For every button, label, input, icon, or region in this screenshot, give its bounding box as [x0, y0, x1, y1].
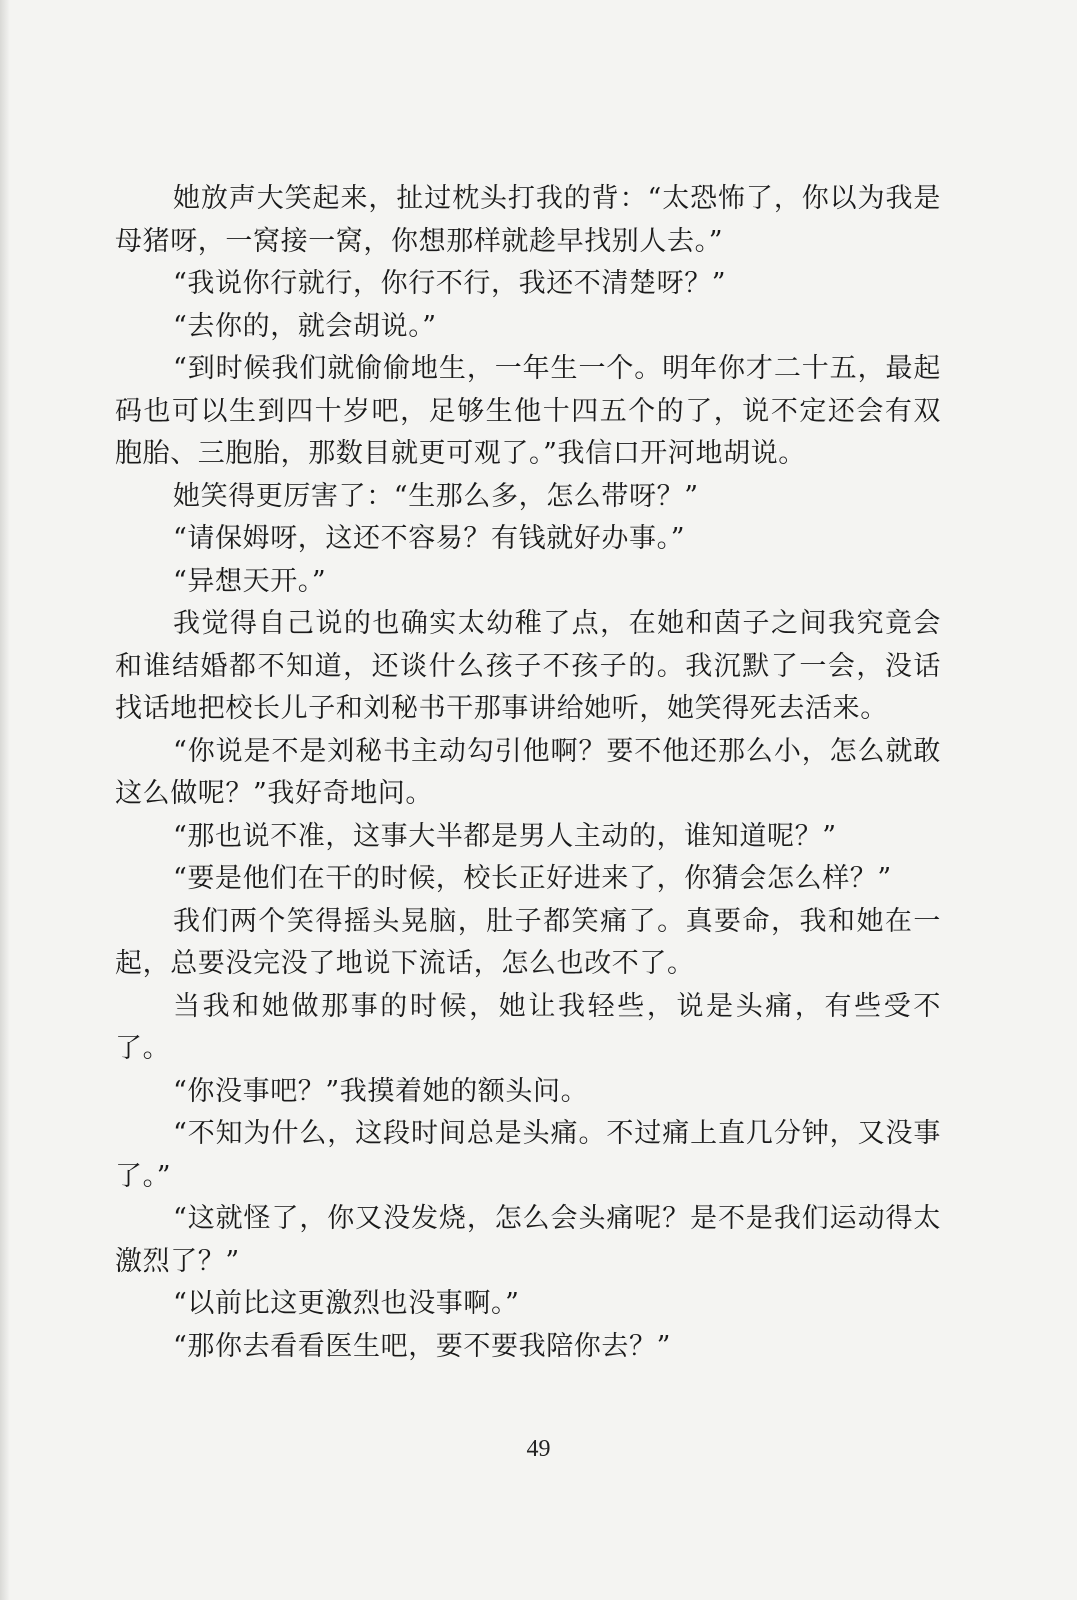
page-body-text: [115, 178, 941, 1368]
paragraph: “那你去看看医生吧，要不要我陪你去？”: [173, 1330, 672, 1362]
paragraph: 她放声大笑起来，扯过枕头打我的背：“太恐怖了，你以为我是母猪呀，一窝接一窝，你想那样就趁早找别人去。”: [115, 183, 941, 257]
paragraph: “要是他们在干的时候，校长正好进来了，你猜会怎么样？”: [173, 863, 892, 894]
paragraph: “去你的，就会胡说。”: [173, 310, 437, 342]
paragraph: “这就怪了，你又没发烧，怎么会头痛呢？是不是我们运动得太激烈了？”: [115, 1203, 941, 1277]
paragraph: “异想天开。”: [173, 565, 327, 597]
scan-shadow-edge: [0, 0, 10, 1600]
paragraph: “到时候我们就偷偷地生，一年生一个。明年你才二十五，最起码也可以生到四十岁吧，足够生他十四五个的了，说不定还会有双胞胎、三胞胎，那数目就更可观了。”我信口开河地胡说。: [115, 353, 941, 469]
paragraph: 我们两个笑得摇头晃脑，肚子都笑痛了。真要命，我和她在一起，总要没完没了地说下流话，怎么也改不了。: [115, 905, 941, 979]
paragraph: 当我和她做那事的时候，她让我轻些，说是头痛，有些受不了。: [115, 990, 941, 1064]
paragraph: “以前比这更激烈也没事啊。”: [173, 1288, 520, 1319]
paragraph: “请保姆呀，这还不容易？有钱就好办事。”: [173, 523, 686, 554]
paragraph: “我说你行就行，你行不行，我还不清楚呀？”: [173, 268, 727, 299]
paragraph: “你没事吧？”我摸着她的额头问。: [173, 1075, 589, 1107]
paragraph: “你说是不是刘秘书主动勾引他啊？要不他还那么小，怎么就敢这么做呢？”我好奇地问。: [115, 735, 941, 809]
paragraph: 她笑得更厉害了：“生那么多，怎么带呀？”: [173, 480, 699, 512]
paragraph: “不知为什么，这段时间总是头痛。不过痛上直几分钟，又没事了。”: [115, 1118, 941, 1192]
page-number: 49: [526, 1436, 551, 1462]
paragraph: “那也说不准，这事大半都是男人主动的，谁知道呢？”: [173, 820, 837, 852]
paragraph: 我觉得自己说的也确实太幼稚了点，在她和茵子之间我究竟会和谁结婚都不知道，还谈什么孩子不孩子的。我沉默了一会，没话找话地把校长儿子和刘秘书干那事讲给她听，她笑得死去活来。: [115, 608, 941, 724]
